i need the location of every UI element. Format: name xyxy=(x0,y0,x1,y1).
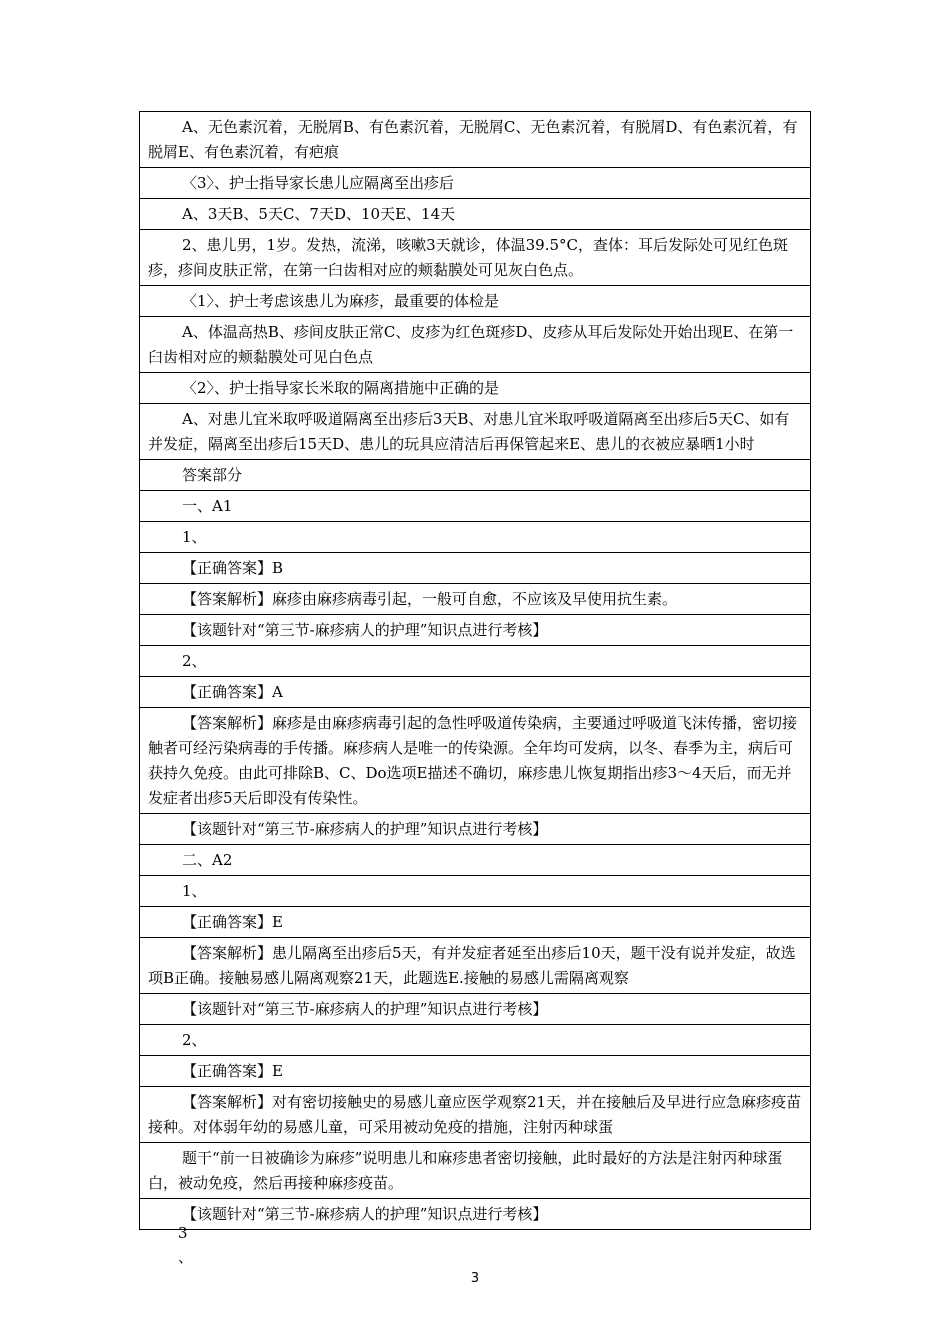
table-cell: 〈2〉、护士指导家长米取的隔离措施中正确的是 xyxy=(140,373,811,404)
table-cell: 二、A2 xyxy=(140,845,811,876)
table-row xyxy=(140,994,811,1025)
table-cell: A、无色素沉着，无脱屑B、有色素沉着，无脱屑C、无色素沉着，有脱屑D、有色素沉着，有脱屑E、有色素沉着，有疤痕 xyxy=(140,112,811,168)
table-row xyxy=(140,522,811,553)
table-row xyxy=(140,553,811,584)
table-cell: 【该题针对“第三节-麻疹病人的护理”知识点进行考核】 xyxy=(140,1199,811,1230)
table-cell: 【正确答案】E xyxy=(140,907,811,938)
table-row xyxy=(140,584,811,615)
table-cell: 【该题针对“第三节-麻疹病人的护理”知识点进行考核】 xyxy=(140,994,811,1025)
table-cell: 题干“前一日被确诊为麻疹”说明患儿和麻疹患者密切接触，此时最好的方法是注射丙种球蛋白，被动免疫，然后再接种麻疹疫苗。 xyxy=(140,1143,811,1199)
table-row xyxy=(140,1199,811,1230)
table-row xyxy=(140,938,811,994)
table-cell: 【答案解析】患儿隔离至出疹后5天，有并发症者延至出疹后10天，题干没有说并发症，故选项B正确。接触易感儿隔离观察21天，此题选E.接触的易感儿需隔离观察 xyxy=(140,938,811,994)
table-row xyxy=(140,230,811,286)
table-row xyxy=(140,1087,811,1143)
table-row xyxy=(140,168,811,199)
table-row xyxy=(140,876,811,907)
table-row xyxy=(140,112,811,168)
table-cell: 1、 xyxy=(140,876,811,907)
table-row xyxy=(140,1025,811,1056)
document-table xyxy=(139,111,811,1230)
table-row xyxy=(140,646,811,677)
table-cell: 【正确答案】A xyxy=(140,677,811,708)
trailing-mark: 、 xyxy=(178,1248,194,1266)
table-row xyxy=(140,1143,811,1199)
table-cell: A、体温高热B、疹间皮肤正常C、皮疹为红色斑疹D、皮疹从耳后发际处开始出现E、在第一臼齿相对应的颊黏膜处可见白色点 xyxy=(140,317,811,373)
table-row xyxy=(140,199,811,230)
table-cell: 2、 xyxy=(140,646,811,677)
document-table-wrapper xyxy=(139,111,811,1230)
table-cell: 【答案解析】麻疹由麻疹病毒引起，一般可自愈，不应该及早使用抗生素。 xyxy=(140,584,811,615)
table-row xyxy=(140,907,811,938)
table-cell: 答案部分 xyxy=(140,460,811,491)
table-row xyxy=(140,845,811,876)
table-cell: 1、 xyxy=(140,522,811,553)
table-cell: A、对患儿宜米取呼吸道隔离至出疹后3天B、对患儿宜米取呼吸道隔离至出疹后5天C、如有并发症，隔离至出疹后15天D、患儿的玩具应清洁后再保管起来E、患儿的衣被应暴晒1小时 xyxy=(140,404,811,460)
page-number: 3 xyxy=(470,1271,480,1286)
table-cell: 【正确答案】B xyxy=(140,553,811,584)
table-cell: A、3天B、5天C、7天D、10天E、14天 xyxy=(140,199,811,230)
table-cell: 【该题针对“第三节-麻疹病人的护理”知识点进行考核】 xyxy=(140,814,811,845)
table-cell: 【答案解析】对有密切接触史的易感儿童应医学观察21天，并在接触后及早进行应急麻疹疫苗接种。对体弱年幼的易感儿童，可采用被动免疫的措施，注射丙种球蛋 xyxy=(140,1087,811,1143)
table-cell: 〈3〉、护士指导家长患儿应隔离至出疹后 xyxy=(140,168,811,199)
table-row xyxy=(140,286,811,317)
table-cell: 【正确答案】E xyxy=(140,1056,811,1087)
table-row xyxy=(140,615,811,646)
table-row xyxy=(140,708,811,814)
table-cell: 2、患儿男，1岁。发热，流涕，咳嗽3天就诊，体温39.5°C，查体：耳后发际处可见红色斑疹，疹间皮肤正常，在第一臼齿相对应的颊黏膜处可见灰白色点。 xyxy=(140,230,811,286)
table-cell: 2、 xyxy=(140,1025,811,1056)
table-cell: 【该题针对“第三节-麻疹病人的护理”知识点进行考核】 xyxy=(140,615,811,646)
table-row xyxy=(140,814,811,845)
trailing-number: 3 xyxy=(178,1224,188,1242)
table-row xyxy=(140,317,811,373)
table-row xyxy=(140,404,811,460)
table-row xyxy=(140,491,811,522)
table-row xyxy=(140,373,811,404)
table-cell: 〈1〉、护士考虑该患儿为麻疹，最重要的体检是 xyxy=(140,286,811,317)
table-cell: 【答案解析】麻疹是由麻疹病毒引起的急性呼吸道传染病，主要通过呼吸道飞沫传播，密切接触者可经污染病毒的手传播。麻疹病人是唯一的传染源。全年均可发病，以冬、春季为主，病后可获持久免疫。由此可排除B、C、Do选项E描述不确切，麻疹患儿恢复期指出疹3〜4天后，而无并发症者出疹5天后即没有传染性。 xyxy=(140,708,811,814)
table-cell: 一、A1 xyxy=(140,491,811,522)
table-row xyxy=(140,1056,811,1087)
table-row xyxy=(140,677,811,708)
trailing-item-number xyxy=(178,1222,193,1270)
table-row xyxy=(140,460,811,491)
